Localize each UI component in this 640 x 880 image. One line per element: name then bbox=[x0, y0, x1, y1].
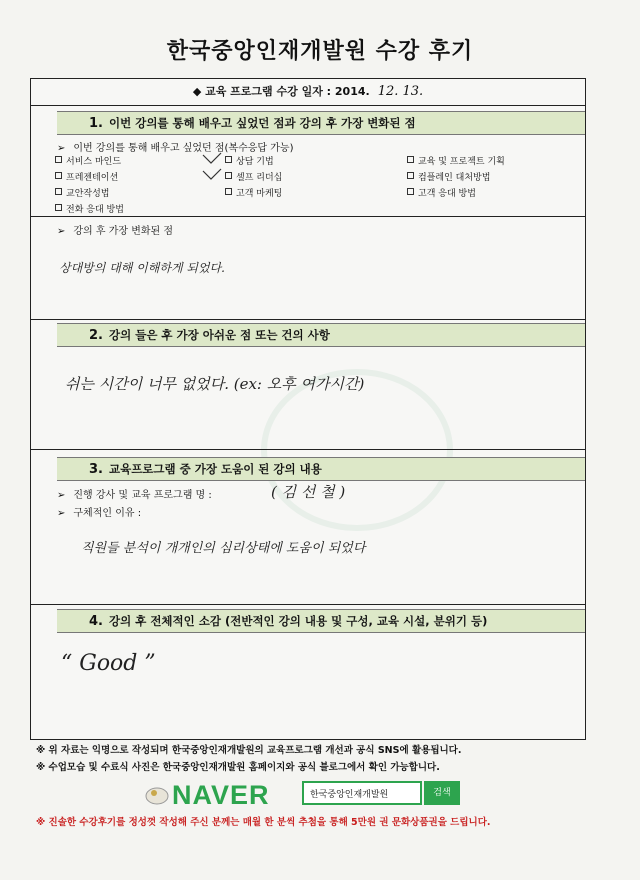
divider bbox=[31, 604, 585, 605]
option-label: 교육 및 프로젝트 기획 bbox=[418, 157, 505, 167]
option-label: 서비스 마인드 bbox=[66, 157, 122, 167]
divider bbox=[31, 216, 585, 217]
option-checkbox[interactable] bbox=[55, 170, 118, 183]
option-checkbox[interactable] bbox=[55, 186, 109, 199]
option-label: 셀프 리더십 bbox=[236, 173, 283, 183]
section2-answer[interactable]: 쉬는 시간이 너무 없었다. (ex: 오후 여가시간) bbox=[65, 375, 365, 393]
checkbox-icon bbox=[407, 172, 414, 179]
option-checkbox[interactable] bbox=[407, 170, 490, 183]
section1-heading: 이번 강의를 통해 배우고 싶었던 점과 강의 후 가장 변화된 점 bbox=[108, 116, 416, 130]
note-prize: ※ 진솔한 수강후기를 정성껏 작성해 주신 분께는 매월 한 분씩 추첨을 통해 5만원 권 문화상품권을 드립니다. bbox=[36, 817, 491, 828]
option-checkbox[interactable] bbox=[225, 154, 274, 167]
section3-question2 bbox=[57, 504, 141, 519]
section1-header bbox=[57, 111, 585, 135]
checkbox-icon bbox=[55, 204, 62, 211]
checkbox-icon bbox=[225, 156, 232, 163]
option-label: 상담 기법 bbox=[236, 157, 274, 167]
section4-number: 4. bbox=[89, 614, 103, 629]
section2-header bbox=[57, 323, 585, 347]
option-checkbox[interactable] bbox=[225, 170, 282, 183]
arrow-icon: ➢ bbox=[57, 508, 66, 519]
section1-number: 1. bbox=[89, 116, 103, 131]
option-label: 교안작성법 bbox=[66, 189, 110, 199]
section1-question1 bbox=[57, 139, 293, 154]
section1-question2 bbox=[57, 222, 173, 237]
section2-number: 2. bbox=[89, 328, 103, 343]
section1-q2-text: 강의 후 가장 변화된 점 bbox=[73, 226, 174, 237]
checkbox-icon bbox=[55, 172, 62, 179]
checkbox-icon bbox=[225, 172, 232, 179]
section3-reason-answer[interactable]: 직원들 분석이 개개인의 심리상태에 도움이 되었다 bbox=[81, 541, 366, 556]
section3-number: 3. bbox=[89, 462, 103, 477]
section3-header bbox=[57, 457, 585, 481]
date-handwritten: 12. 13. bbox=[377, 84, 424, 99]
section3-question1 bbox=[57, 486, 212, 501]
section3-q1-text: 진행 강사 및 교육 프로그램 명 : bbox=[73, 490, 212, 501]
note-photos: ※ 수업모습 및 수료식 사진은 한국중앙인재개발원 홈페이지와 공식 블로그에서 확인 가능합니다. bbox=[36, 762, 440, 773]
option-checkbox[interactable] bbox=[407, 186, 476, 199]
arrow-icon: ➢ bbox=[57, 226, 66, 237]
section2-heading: 강의 들은 후 가장 아쉬운 점 또는 건의 사항 bbox=[108, 328, 330, 342]
naver-search-input[interactable]: 한국중앙인재개발원 bbox=[302, 781, 422, 805]
review-form bbox=[30, 78, 586, 740]
checkbox-icon bbox=[55, 156, 62, 163]
option-checkbox[interactable] bbox=[225, 186, 282, 199]
section4-answer[interactable]: “ Good ” bbox=[61, 651, 156, 676]
naver-mascot-icon bbox=[144, 782, 170, 806]
date-bar bbox=[31, 79, 585, 106]
section1-q1-text: 이번 강의를 통해 배우고 싶었던 점(복수응답 가능) bbox=[73, 143, 294, 154]
section4-header bbox=[57, 609, 585, 633]
checkbox-icon bbox=[407, 188, 414, 195]
arrow-icon: ➢ bbox=[57, 143, 66, 154]
section3-heading: 교육프로그램 중 가장 도움이 된 강의 내용 bbox=[108, 462, 322, 476]
page-title: 한국중앙인재개발원 수강 후기 bbox=[166, 39, 474, 64]
divider bbox=[31, 449, 585, 450]
option-label: 전화 응대 방법 bbox=[66, 205, 124, 215]
section3-q2-text: 구체적인 이유 : bbox=[73, 508, 142, 519]
option-checkbox[interactable] bbox=[55, 154, 121, 167]
note-anonymous: ※ 위 자료는 익명으로 작성되며 한국중앙인재개발원의 교육프로그램 개선과 공식 SNS에 활용됩니다. bbox=[36, 745, 462, 756]
section1-answer[interactable]: 상대방의 대해 이해하게 되었다. bbox=[59, 261, 225, 275]
option-label: 컴플레인 대처방법 bbox=[418, 173, 491, 183]
checkbox-icon bbox=[407, 156, 414, 163]
section4-heading: 강의 후 전체적인 소감 (전반적인 강의 내용 및 구성, 교육 시설, 분위기 등) bbox=[108, 614, 488, 628]
naver-search-button[interactable]: 검색 bbox=[424, 781, 460, 805]
option-checkbox[interactable] bbox=[55, 202, 124, 215]
date-label: ◆ 교육 프로그램 수강 일자 : 2014. bbox=[192, 85, 370, 98]
option-label: 프레젠테이션 bbox=[66, 173, 119, 183]
checkbox-icon bbox=[225, 188, 232, 195]
option-label: 고객 응대 방법 bbox=[418, 189, 476, 199]
divider bbox=[31, 319, 585, 320]
arrow-icon: ➢ bbox=[57, 490, 66, 501]
section3-instructor-answer[interactable]: ( 김 선 철 ) bbox=[271, 483, 346, 501]
option-checkbox[interactable] bbox=[407, 154, 505, 167]
checkmark-icon bbox=[201, 151, 225, 183]
option-label: 고객 마케팅 bbox=[236, 189, 283, 199]
naver-logo: NAVER bbox=[172, 780, 270, 810]
checkbox-icon bbox=[55, 188, 62, 195]
